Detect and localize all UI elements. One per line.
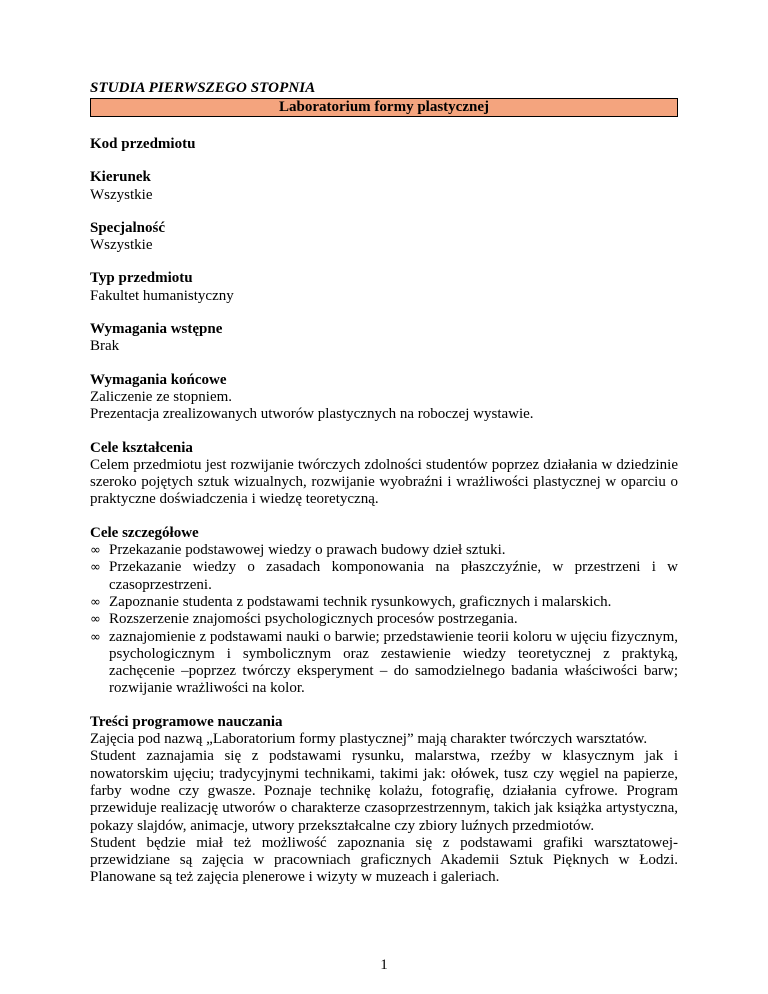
section-paragraph: Student będzie miał też możliwość zapoznania się z podstawami grafiki warsztatowej-przewidziane są zajęcia w pracowniach graficznych Akademii Sztuk Pięknych w Łodzi. Planowane są też zajęcia plenerowe i wizyty w muzeach i galeriach.	[90, 834, 678, 886]
infinity-bullet-icon: ∞	[90, 629, 101, 645]
section-cele-szczegolowe	[90, 525, 678, 698]
infinity-bullet-icon: ∞	[90, 560, 101, 576]
program-level-heading: STUDIA PIERWSZEGO STOPNIA	[90, 80, 316, 96]
section-value: Brak	[90, 338, 120, 355]
section-tresci-programowe	[90, 714, 678, 887]
document-body	[90, 136, 678, 903]
list-item	[90, 559, 678, 594]
page-number: 1	[380, 957, 388, 973]
section-value: Wszystkie	[90, 186, 153, 203]
section-heading: Kierunek	[90, 169, 151, 186]
section-value: Fakultet humanistyczny	[90, 287, 234, 304]
infinity-bullet-icon: ∞	[90, 612, 101, 628]
list-item-text: Zapoznanie studenta z podstawami technik rysunkowych, graficznych i malarskich.	[109, 593, 612, 610]
section-specjalnosc	[90, 220, 678, 255]
section-wymagania-wstepne	[90, 321, 678, 356]
list-item	[90, 542, 678, 559]
infinity-bullet-icon: ∞	[90, 543, 101, 559]
section-heading: Specjalność	[90, 219, 165, 236]
infinity-bullet-icon: ∞	[90, 594, 101, 610]
section-heading: Typ przedmiotu	[90, 270, 193, 287]
list-item	[90, 629, 678, 698]
section-value: Wszystkie	[90, 237, 153, 254]
section-cele-ksztalcenia	[90, 440, 678, 509]
list-item-text: Przekazanie podstawowej wiedzy o prawach budowy dzieł sztuki.	[109, 542, 506, 559]
section-paragraph: Celem przedmiotu jest rozwijanie twórczych zdolności studentów poprzez działania w dziedzinie szeroko pojętych sztuk wizualnych, rozwijanie wyobraźni i wrażliwości plastycznej w oparciu o praktyczne doświadczenia i wiedzę teoretyczną.	[90, 456, 678, 508]
list-item	[90, 594, 678, 611]
list-item-text: Rozszerzenie znajomości psychologicznych procesów postrzegania.	[109, 611, 518, 628]
section-heading: Cele szczegółowe	[90, 524, 199, 541]
section-heading: Treści programowe nauczania	[90, 713, 283, 730]
section-heading: Wymagania końcowe	[90, 371, 227, 388]
list-item-text: Przekazanie wiedzy o zasadach komponowania na płaszczyźnie, w przestrzeni i w czasoprzestrzeni.	[109, 559, 678, 593]
list-item	[90, 611, 678, 628]
section-wymagania-koncowe	[90, 372, 678, 424]
section-kierunek	[90, 169, 678, 204]
subject-title-bar: Laboratorium formy plastycznej	[90, 98, 678, 117]
section-kod-przedmiotu	[90, 136, 678, 153]
section-paragraph: Student zaznajamia się z podstawami rysunku, malarstwa, rzeźby w klasycznym jak i nowatorskim ujęciu; tradycyjnymi technikami, takimi jak: ołówek, tusz czy węgiel na papierze, farby wodne czy gwasze. Poznaje technikę kolażu, fotografię, działania cyfrowe. Program przewiduje realizację utworów o charakterze czasoprzestrzennym, takich jak książka artystyczna, pokazy slajdów, animacje, utwory przekształcalne czy zbiory luźnych przedmiotów.	[90, 748, 678, 834]
section-paragraph: Zajęcia pod nazwą „Laboratorium formy plastycznej” mają charakter twórczych warsztatów.	[90, 731, 648, 748]
section-heading: Wymagania wstępne	[90, 321, 223, 338]
section-heading: Cele kształcenia	[90, 439, 193, 456]
list-item-text: zaznajomienie z podstawami nauki o barwie; przedstawienie teorii koloru w ujęciu fizycznym, psychologicznym i symbolicznym oraz zestawienie wiedzy teoretycznej z praktyką, zachęcenie –poprzez twórczy eksperyment – do samodzielnego badania właściwości barw; rozwijanie wrażliwości na kolor.	[109, 628, 678, 697]
section-line: Prezentacja zrealizowanych utworów plastycznych na roboczej wystawie.	[90, 406, 534, 423]
section-line: Zaliczenie ze stopniem.	[90, 388, 233, 405]
objectives-list	[90, 542, 678, 698]
section-heading: Kod przedmiotu	[90, 136, 196, 152]
section-typ-przedmiotu	[90, 270, 678, 305]
